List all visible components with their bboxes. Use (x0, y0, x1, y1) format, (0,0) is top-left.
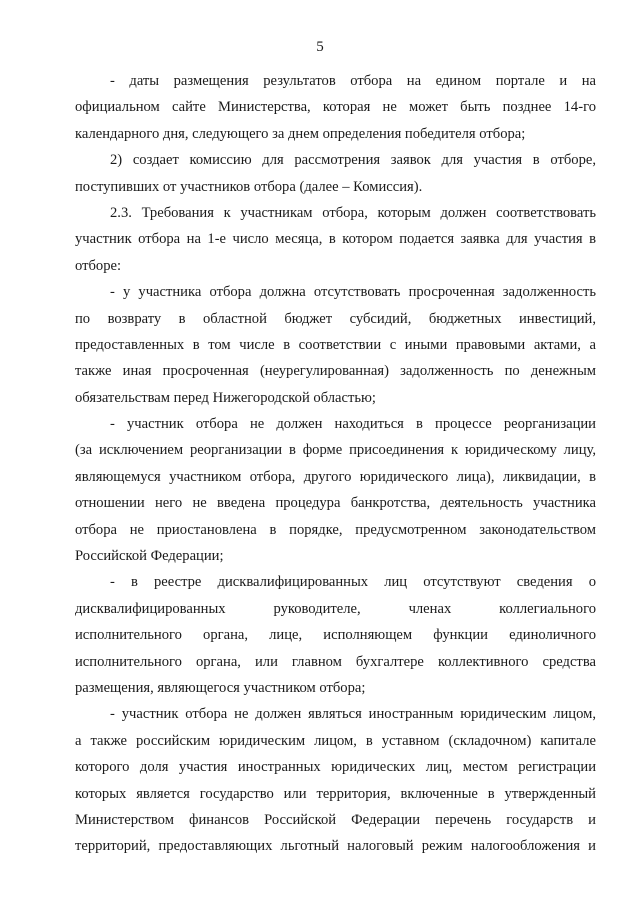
paragraph (75, 147, 596, 200)
text-line: территорий, предоставляющих льготный налоговый режим налогообложения и (75, 838, 596, 855)
paragraph (75, 279, 596, 411)
text-line: дисквалифицированных руководителе, членах коллегиального (75, 600, 596, 617)
paragraph (75, 200, 596, 279)
text-line: - даты размещения результатов отбора на едином портале и на (110, 73, 596, 89)
text-line: поступивших от участников отбора (далее – Комиссия). (75, 178, 423, 195)
text-line: - участник отбора не должен находиться в процессе реорганизации (110, 416, 596, 433)
text-line: а также российским юридическим лицом, в уставном (складочном) капитале (75, 732, 596, 749)
page-number: 5 (316, 39, 324, 55)
text-line: Российской Федерации; (75, 548, 224, 565)
text-line: которых является государство или территория, включенные в утвержденный (75, 785, 596, 802)
paragraph (75, 569, 596, 701)
text-line: обязательствам перед Нижегородской областью; (75, 389, 376, 406)
text-line: - в реестре дисквалифицированных лиц отсутствуют сведения о (110, 574, 596, 591)
text-line: 2) создает комиссию для рассмотрения заявок для участия в отборе, (110, 152, 596, 169)
text-line: участник отбора на 1-е число месяца, в котором подается заявка для участия в (75, 231, 596, 248)
text-line: по возврату в областной бюджет субсидий, бюджетных инвестиций, (75, 310, 596, 327)
text-line: являющемуся участником отбора, другого юридического лица), ликвидации, в (75, 468, 596, 485)
text-line: календарного дня, следующего за днем определения победителя отбора; (75, 125, 526, 142)
text-line: 2.3. Требования к участникам отбора, которым должен соответствовать (110, 204, 596, 221)
text-line: предоставленных в том числе в соответствии с иными правовыми актами, а (75, 336, 596, 353)
text-line: также иная просроченная (неурегулированная) задолженность по денежным (75, 363, 596, 380)
text-line: отбора не приостановлена в порядке, предусмотренном законодательством (75, 521, 596, 538)
text-line: которого доля участия иностранных юридических лиц, местом регистрации (75, 759, 596, 776)
paragraph (75, 68, 596, 147)
paragraph (75, 701, 596, 859)
text-line: (за исключением реорганизации в форме присоединения к юридическому лицу, (75, 442, 596, 459)
text-line: отборе: (75, 257, 122, 274)
text-line: официальном сайте Министерства, которая не может быть позднее 14-го (75, 99, 596, 116)
text-line: - у участника отбора должна отсутствовать просроченная задолженность (110, 284, 596, 301)
text-line: - участник отбора не должен являться иностранным юридическим лицом, (110, 706, 596, 723)
text-line: отношении него не введена процедура банкротства, деятельность участника (75, 495, 596, 512)
document-body (75, 68, 596, 860)
text-line: исполнительного органа, или главном бухгалтере коллективного средства (75, 653, 596, 670)
text-line: размещения, являющегося участником отбора; (75, 679, 366, 696)
text-line: Министерством финансов Российской Федерации перечень государств и (75, 811, 596, 828)
paragraph (75, 411, 596, 569)
text-line: исполнительного органа, лице, исполняющем функции единоличного (75, 627, 596, 644)
